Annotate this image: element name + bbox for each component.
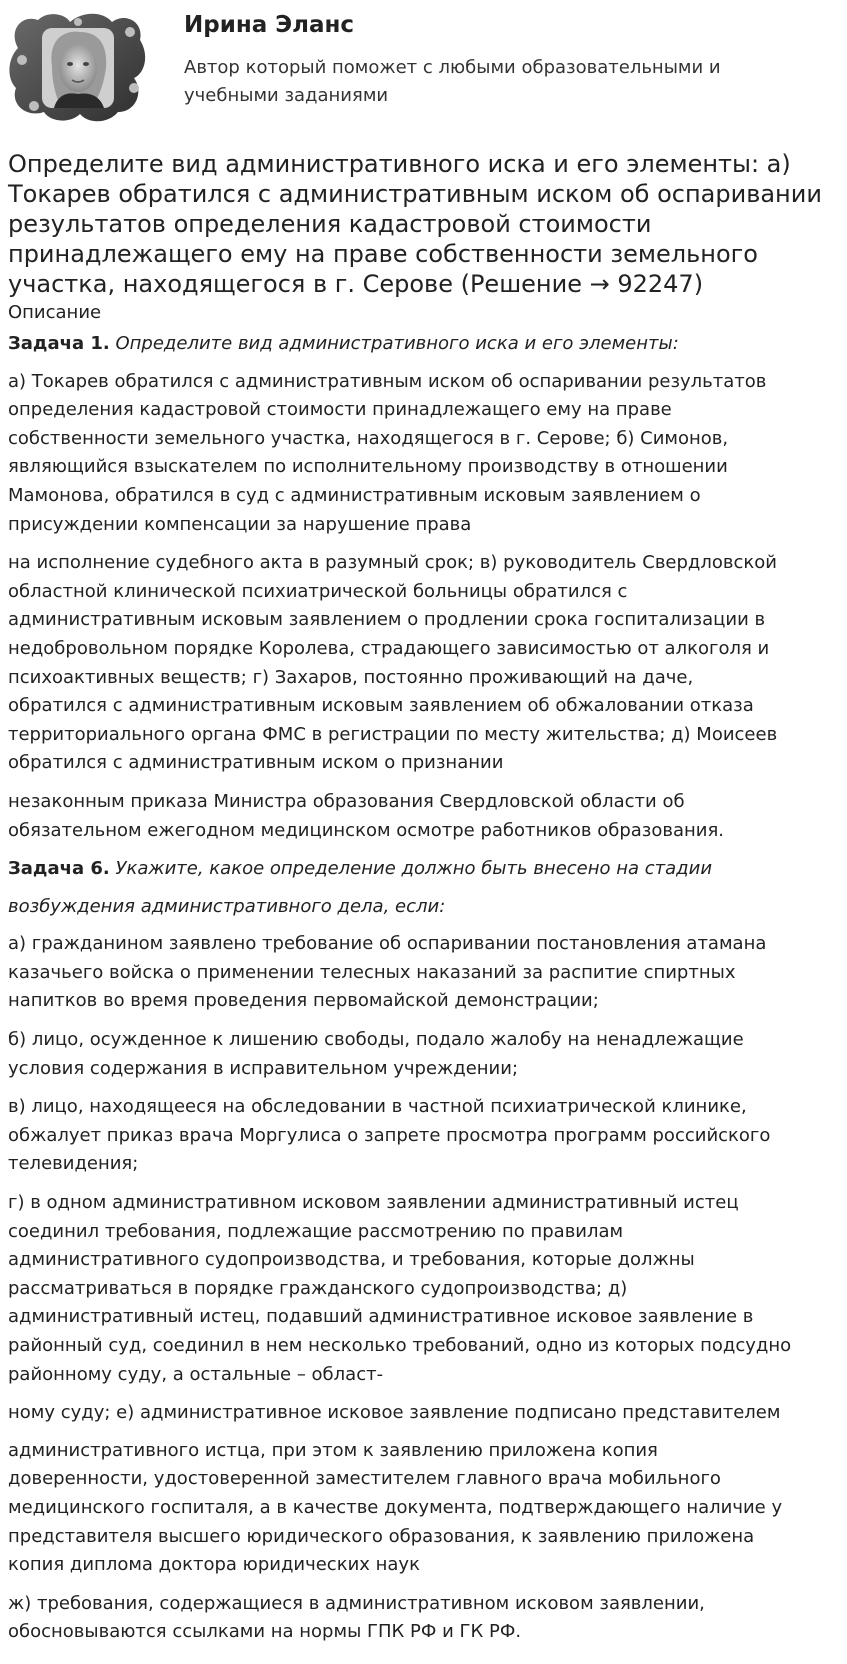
task-6-heading (8, 855, 840, 884)
paragraph: ному суду; е) административное исковое заявление подписано представителем (8, 1402, 781, 1424)
task-6-label: Задача 6. (8, 858, 110, 880)
task-1-label: Задача 1. (8, 333, 110, 354)
paragraph: в) лицо, находящееся на обследовании в частной психиатрической клинике, обжалует приказ врача Моргулиса о запрете просмотра программ российского телевидения; (8, 1096, 771, 1175)
description-content (8, 330, 840, 1657)
author-avatar (8, 8, 148, 126)
paragraph: г) в одном административном исковом заявлении административный истец соединил требования, подлежащие рассмотрению по правилам административного судопроизводства, и требования, которые должны рассматриваться в порядке гражданского судопроизводства; д) административный истец, подавший административное исковое заявление в районный суд, соединил в нем несколько требований, одно из которых подсудно районному суду, а остальные – област- (8, 1192, 792, 1385)
task-1-question: Определите вид административного иска и его элементы: (115, 333, 679, 354)
description-label: Описание (8, 302, 102, 323)
task-6-question: Укажите, какое определение должно быть внесено на стадии (115, 858, 713, 880)
task-1-heading (8, 330, 840, 359)
paragraph: на исполнение судебного акта в разумный срок; в) руководитель Свердловской областной клинической психиатрической больницы обратился с административным исковым заявлением о продлении срока госпитализации в недобровольном порядке Королева, страдающего зависимостью от алкоголя и психоактивных веществ; г) Захаров, постоянно проживающий на даче, обратился с административным исковым заявлением об обжаловании отказа территориального органа ФМС в регистрации по месту жительства; д) Моисеев обратился с административным иском о признании (8, 552, 778, 774)
paragraph: незаконным приказа Министра образования Свердловской области об обязательном ежегодном медицинском осмотре работников образования. (8, 790, 725, 841)
paragraph: а) гражданином заявлено требование об оспаривании постановления атамана казачьего войска о применении телесных наказаний за распитие спиртных напитков во время проведения первомайской демонстрации; (8, 933, 767, 1012)
author-block (8, 8, 838, 126)
paragraph: ж) требования, содержащиеся в административном исковом заявлении, обосновываются ссылками на нормы ГПК РФ и ГК РФ. (8, 1592, 705, 1643)
paragraph: административного истца, при этом к заявлению приложена копия доверенности, удостоверенной заместителем главного врача мобильного медицинского госпиталя, а в качестве документа, подтверждающего наличие у представителя высшего юридического образования, к заявлению приложена копия диплома доктора юридических наук (8, 1439, 783, 1576)
paragraph: а) Токарев обратился с административным иском об оспаривании результатов определения кадастровой стоимости принадлежащего ему на праве собственности земельного участка, находящегося в г. Серове; б) Симонов, являющийся взыскателем по исполнительному производству в отношении Мамонова, обратился в суд с административным исковым заявлением о присуждении компенсации за нарушение права (8, 370, 767, 535)
task-6-heading-continued: возбуждения административного дела, если: (8, 895, 446, 917)
author-description: Автор который поможет с любыми образовательными и учебными заданиями (184, 57, 721, 106)
author-name[interactable]: Ирина Эланс (184, 12, 355, 38)
page-title: Определите вид административного иска и его элементы: а) Токарев обратился с административным иском об оспаривании результатов определения кадастровой стоимости принадлежащего ему на праве собственности земельного участка, находящегося в г. Серове (Решение → 92247) (8, 150, 822, 298)
paragraph: б) лицо, осужденное к лишению свободы, подало жалобу на ненадлежащие условия содержания в исправительном учреждении; (8, 1029, 744, 1079)
